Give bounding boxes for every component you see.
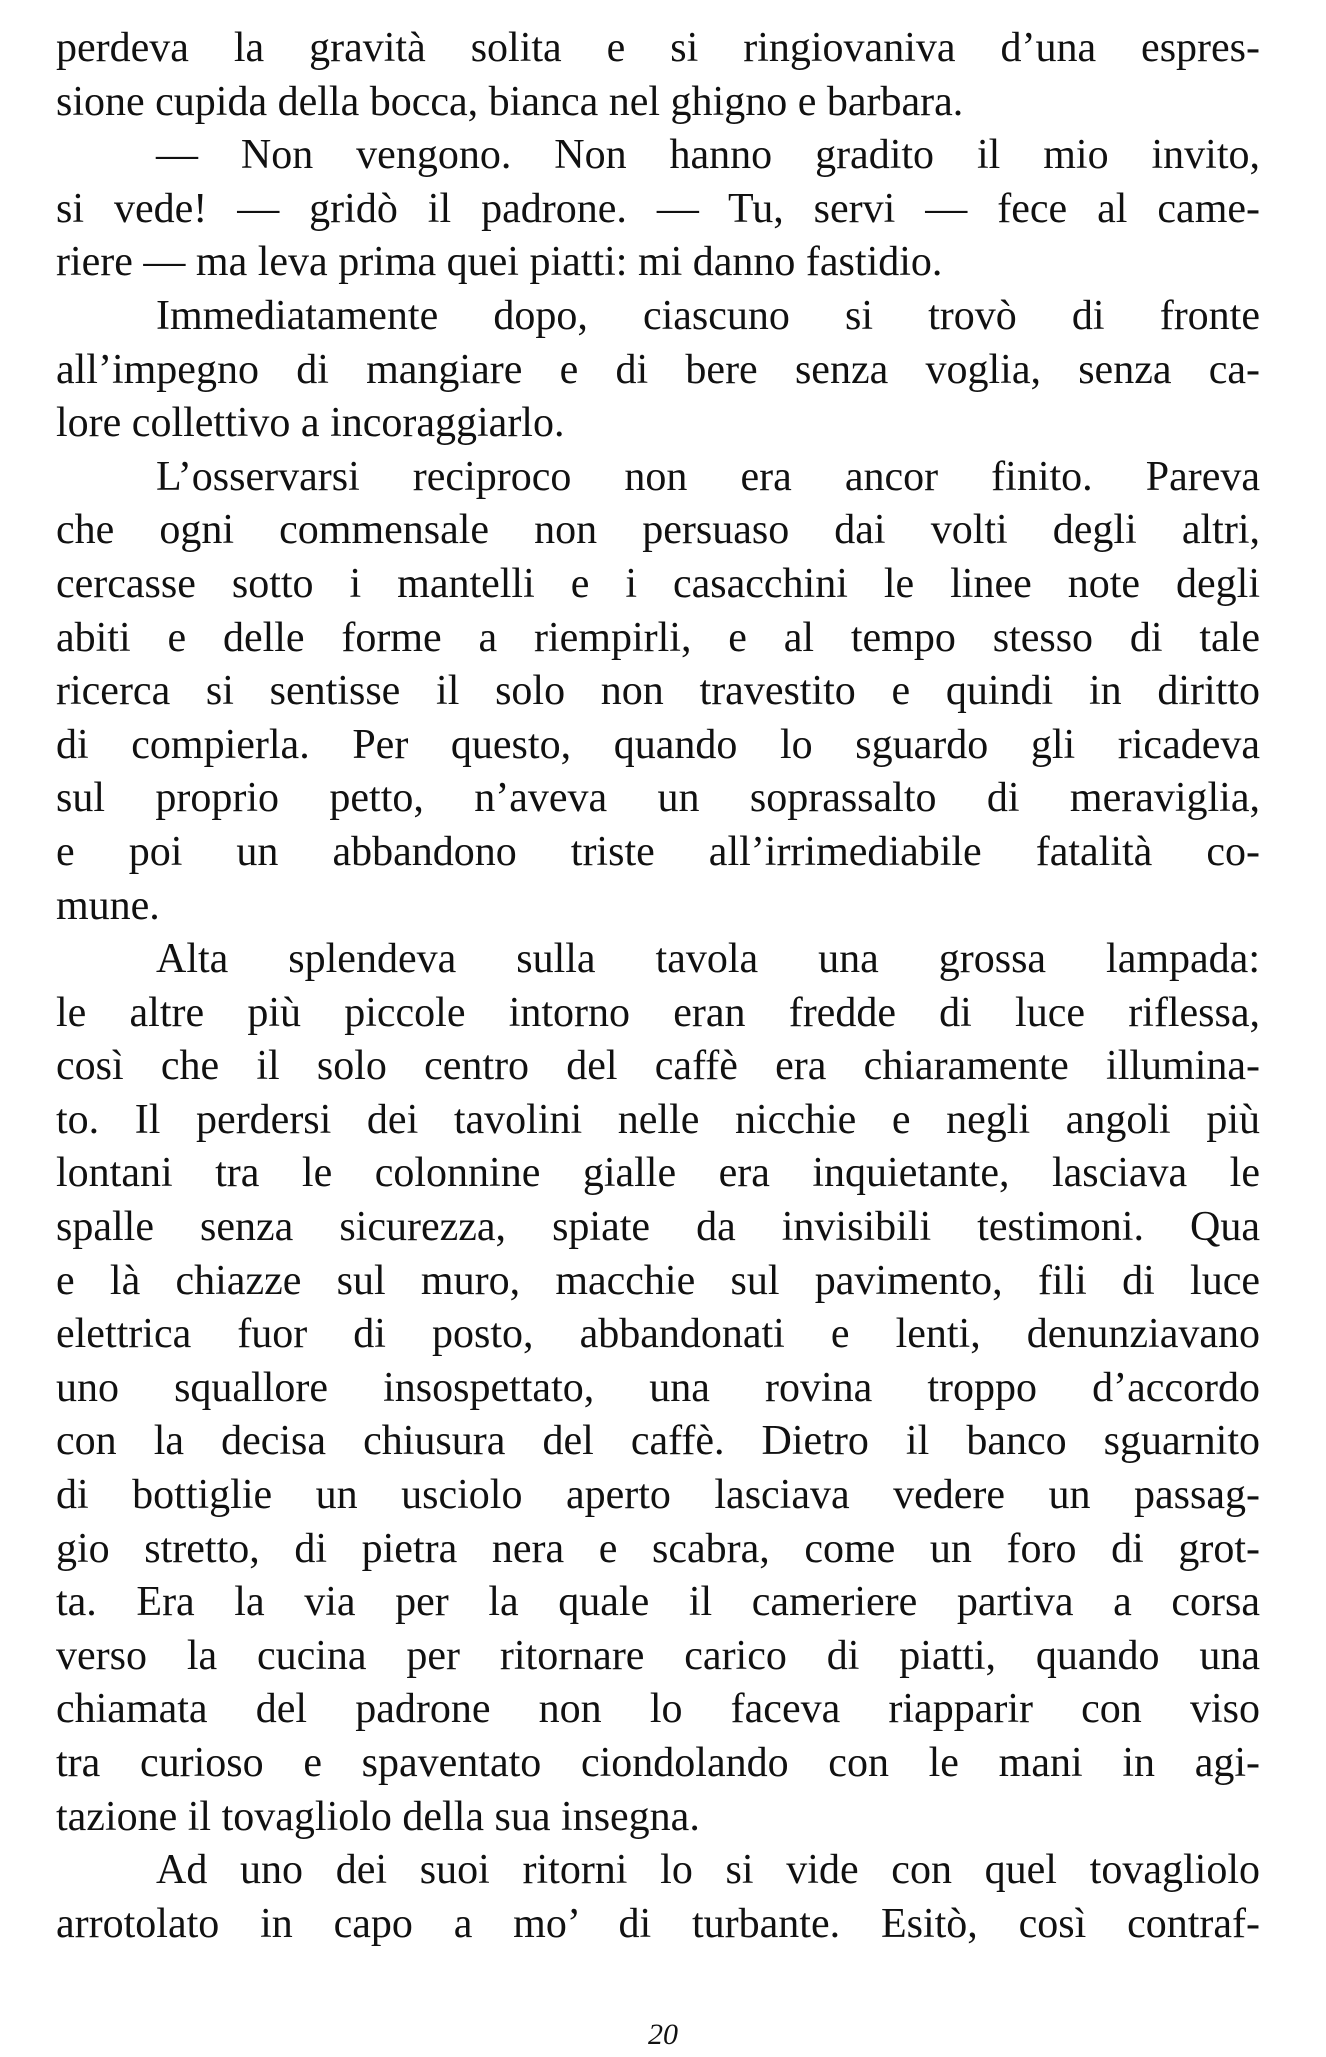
text-line: — Non vengono. Non hanno gradito il mio invito, — [156, 132, 1260, 179]
text-line: le altre più piccole intorno eran fredde di luce riflessa, — [56, 989, 1260, 1036]
text-line: elettrica fuor di posto, abbandonati e lenti, denunziavano — [56, 1311, 1260, 1358]
text-line: riere — ma leva prima quei piatti: mi danno fastidio. — [56, 239, 943, 286]
text-line: gio stretto, di pietra nera e scabra, come un foro di grot- — [56, 1525, 1260, 1572]
text-line: e poi un abbandono triste all’irrimediabile fatalità co- — [56, 828, 1260, 875]
text-line: sul proprio petto, n’aveva un soprassalto di meraviglia, — [56, 775, 1260, 822]
text-line: di bottiglie un usciolo aperto lasciava vedere un passag- — [56, 1472, 1260, 1519]
text-line: L’osservarsi reciproco non era ancor finito. Pareva — [156, 453, 1260, 500]
text-line: Immediatamente dopo, ciascuno si trovò di fronte — [156, 292, 1260, 339]
text-line: mune. — [56, 882, 160, 929]
text-line: tra curioso e spaventato ciondolando con le mani in agi- — [56, 1740, 1260, 1786]
text-line: uno squallore insospettato, una rovina troppo d’accordo — [56, 1364, 1260, 1411]
text-line: e là chiazze sul muro, macchie sul pavimento, fili di luce — [56, 1257, 1260, 1304]
text-line: spalle senza sicurezza, spiate da invisibili testimoni. Qua — [56, 1204, 1260, 1251]
text-line: tazione il tovagliolo della sua insegna. — [56, 1793, 700, 1840]
text-line: Alta splendeva sulla tavola una grossa lampada: — [156, 936, 1260, 983]
text-line: lore collettivo a incoraggiarlo. — [56, 400, 565, 447]
text-line: di compierla. Per questo, quando lo sguardo gli ricadeva — [56, 721, 1260, 768]
text-line: così che il solo centro del caffè era chiaramente illumina- — [56, 1043, 1260, 1090]
text-line: con la decisa chiusura del caffè. Dietro il banco sguarnito — [56, 1418, 1260, 1465]
page-number: 20 — [648, 2018, 678, 2051]
page-body — [56, 22, 1260, 1951]
text-line: sione cupida della bocca, bianca nel ghigno e barbara. — [56, 78, 964, 125]
text-line: ricerca si sentisse il solo non travestito e quindi in diritto — [56, 668, 1260, 715]
text-line: lontani tra le colonnine gialle era inquietante, lasciava le — [56, 1150, 1260, 1197]
text-line: to. Il perdersi dei tavolini nelle nicchie e negli angoli più — [56, 1096, 1260, 1143]
text-line: abiti e delle forme a riempirli, e al tempo stesso di tale — [56, 614, 1260, 661]
text-line: all’impegno di mangiare e di bere senza voglia, senza ca- — [56, 346, 1260, 393]
text-line: perdeva la gravità solita e si ringiovaniva d’una espres- — [56, 25, 1260, 71]
text-line: cercasse sotto i mantelli e i casacchini le linee note degli — [56, 560, 1260, 607]
text-line: arrotolato in capo a mo’ di turbante. Esitò, così contraf- — [56, 1900, 1260, 1947]
text-line: verso la cucina per ritornare carico di piatti, quando una — [56, 1632, 1260, 1679]
text-line: ta. Era la via per la quale il cameriere partiva a corsa — [56, 1579, 1260, 1626]
text-line: che ogni commensale non persuaso dai volti degli altri, — [56, 507, 1260, 554]
text-line: chiamata del padrone non lo faceva riapparir con viso — [56, 1686, 1260, 1733]
text-line: si vede! — gridò il padrone. — Tu, servi — fece al came- — [56, 185, 1260, 232]
text-line: Ad uno dei suoi ritorni lo si vide con quel tovagliolo — [156, 1847, 1260, 1894]
